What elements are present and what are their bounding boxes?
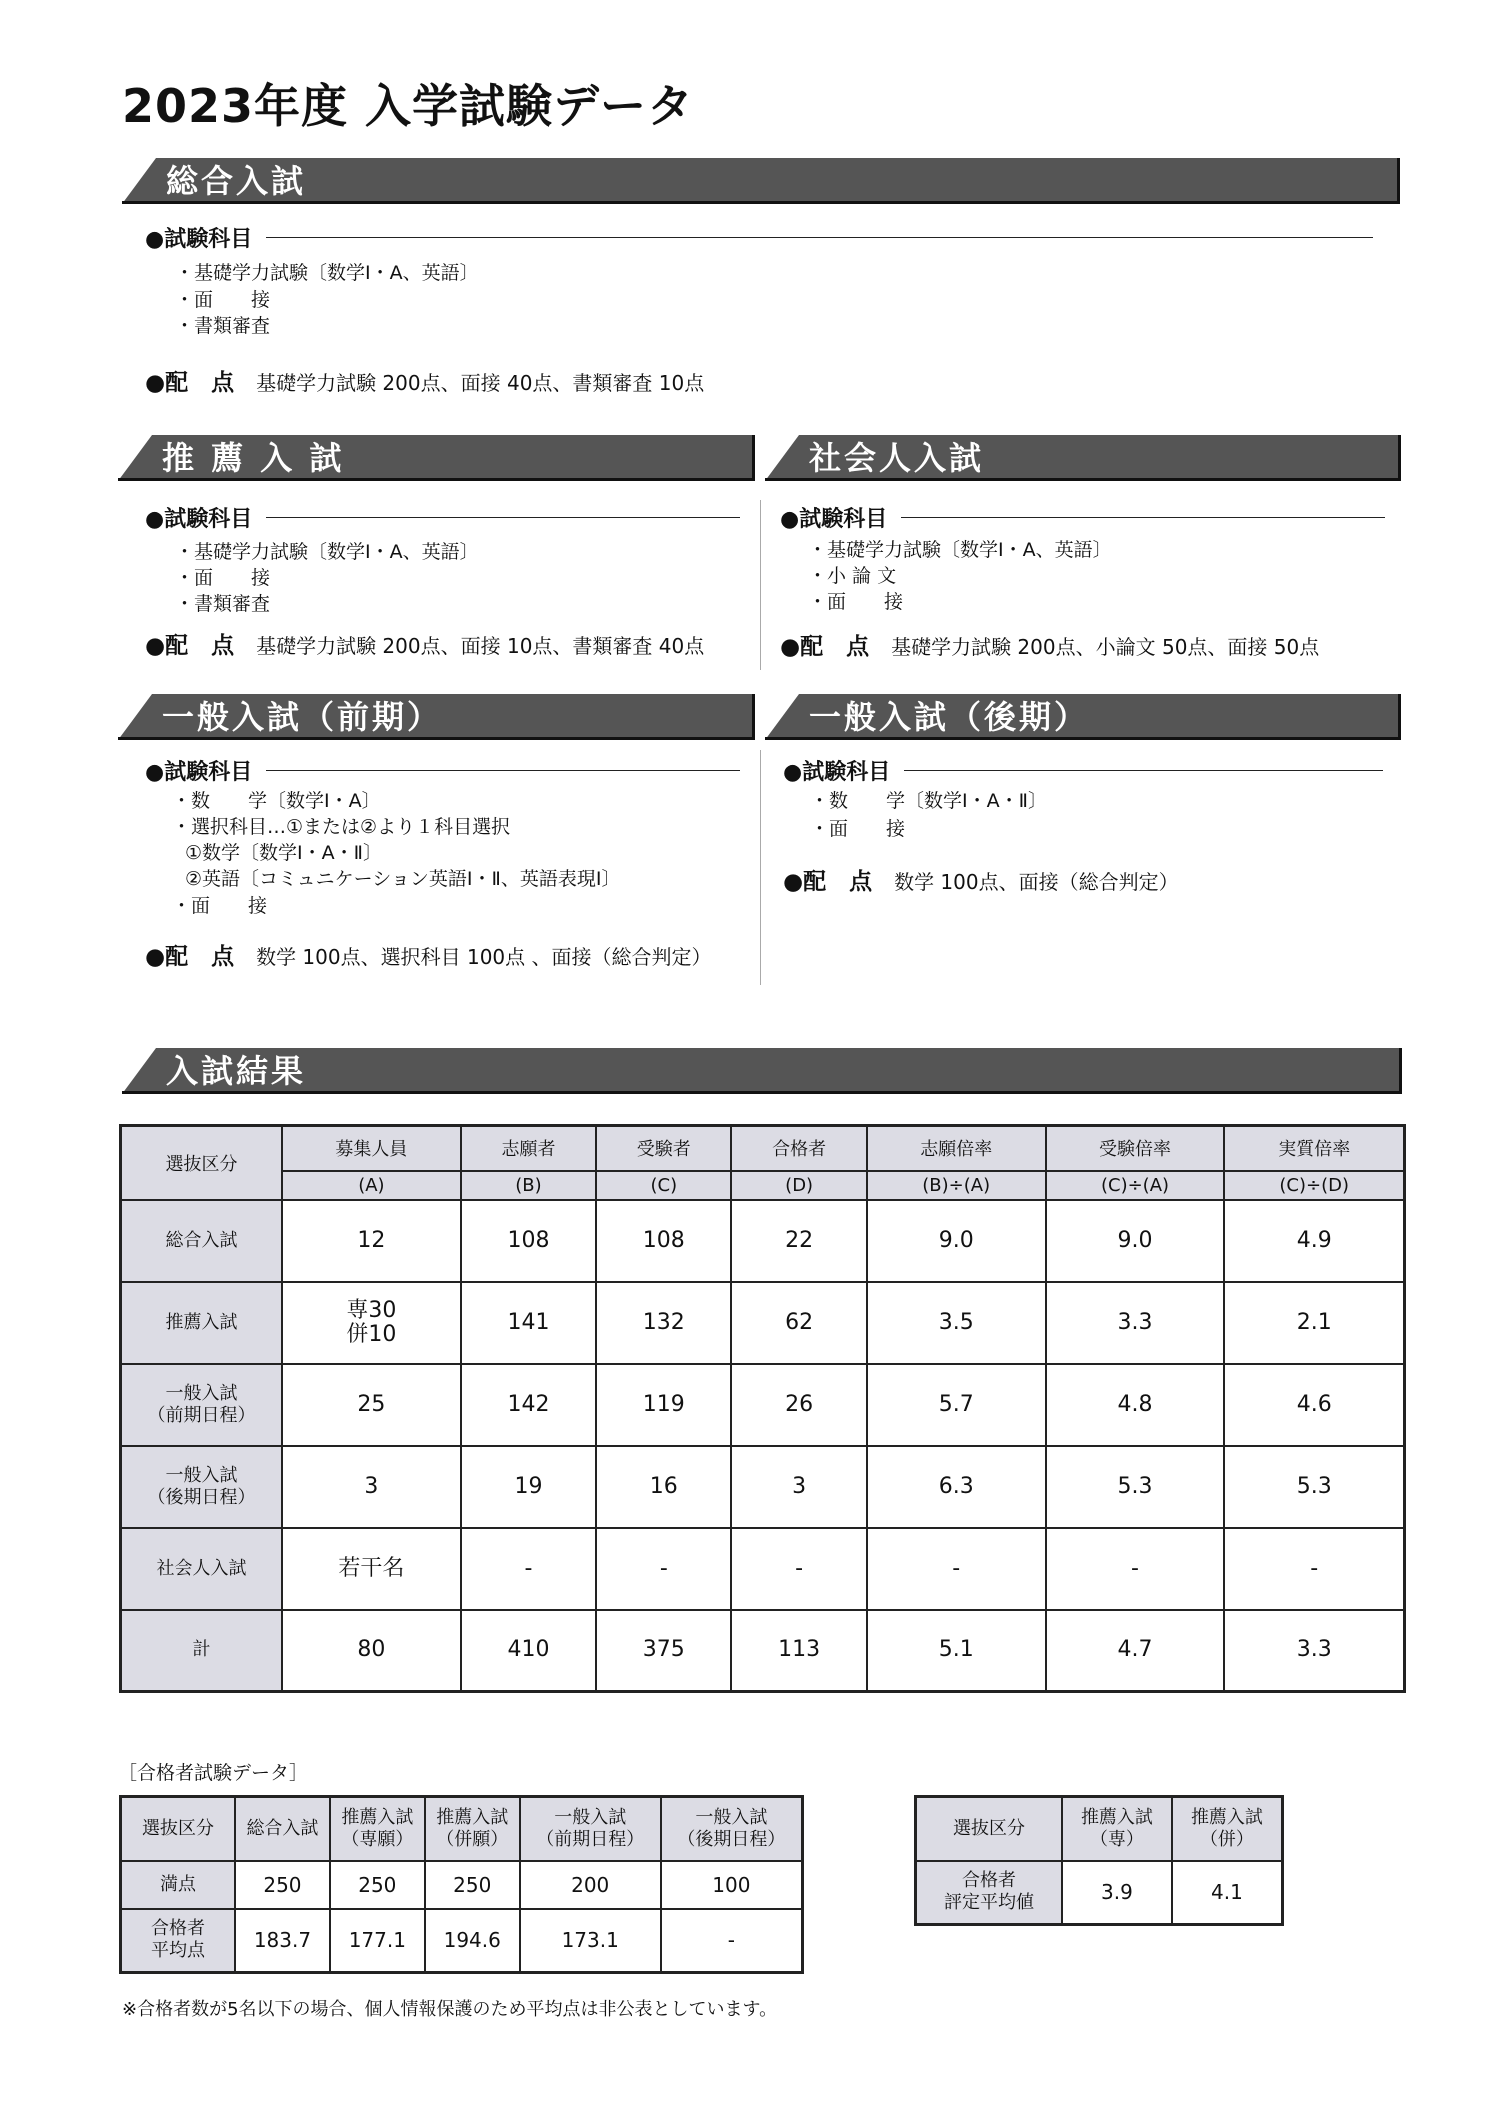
subject-item: ・面 接 [810, 818, 906, 840]
table-cell: 108 [461, 1200, 596, 1282]
table-cell: 3.3 [1046, 1282, 1225, 1364]
subject-item: ②英語〔コミュニケーション英語Ⅰ・Ⅱ、英語表現Ⅰ〕 [185, 868, 621, 890]
table-cell: 80 [282, 1610, 461, 1692]
pass-data-table [119, 1795, 804, 1974]
subject-item: ・書類審査 [175, 593, 271, 615]
score-line: ●配 点 基礎学力試験 200点、小論文 50点、面接 50点 [780, 634, 1320, 660]
table-cell: 5.3 [1046, 1446, 1225, 1528]
table-row [121, 1610, 1405, 1692]
score-line: ●配 点 数学 100点、選択科目 100点 、面接（総合判定） [145, 944, 712, 970]
table-cell: 113 [731, 1610, 866, 1692]
table-row [121, 1364, 1405, 1446]
row-header: 合格者 平均点 [121, 1909, 236, 1973]
section-bar-shakaijin [765, 435, 1401, 481]
column-subheader: (C) [596, 1171, 731, 1200]
column-header: 志願者 [461, 1126, 596, 1171]
row-header: 満点 [121, 1861, 236, 1909]
table-cell: - [731, 1528, 866, 1610]
table-cell: 4.9 [1224, 1200, 1404, 1282]
table-cell: 5.7 [867, 1364, 1046, 1446]
subject-item: ・面 接 [808, 591, 904, 613]
score-line: ●配 点 基礎学力試験 200点、面接 40点、書類審査 10点 [145, 370, 705, 396]
table-cell: 132 [596, 1282, 731, 1364]
section-title: 推 薦 入 試 [162, 439, 345, 477]
table-cell: - [461, 1528, 596, 1610]
table-cell: - [867, 1528, 1046, 1610]
table-row [121, 1200, 1405, 1282]
column-subheader: (B) [461, 1171, 596, 1200]
table-row [121, 1446, 1405, 1528]
table-row [121, 1909, 803, 1973]
section-bar-ippan-kouki [765, 694, 1401, 740]
section-bar-suisen [118, 435, 755, 481]
subject-item: ①数学〔数学Ⅰ・A・Ⅱ〕 [185, 842, 382, 864]
eval-table [914, 1795, 1284, 1926]
section-title: 社会人入試 [809, 439, 985, 477]
row-header: 社会人入試 [121, 1528, 283, 1610]
table-cell: 6.3 [867, 1446, 1046, 1528]
table-cell: 16 [596, 1446, 731, 1528]
column-header: 実質倍率 [1224, 1126, 1404, 1171]
table-cell: 194.6 [425, 1909, 520, 1973]
subject-item: ・面 接 [175, 289, 271, 311]
page-title: 2023年度 入学試験データ [122, 79, 695, 133]
column-subheader: (B)÷(A) [867, 1171, 1046, 1200]
subject-item: ・基礎学力試験〔数学Ⅰ・A、英語〕 [175, 262, 479, 284]
row-header: 一般入試 （前期日程） [121, 1364, 283, 1446]
column-header: 一般入試 （前期日程） [520, 1797, 661, 1861]
table-cell: 2.1 [1224, 1282, 1404, 1364]
score-line: ●配 点 数学 100点、面接（総合判定） [783, 869, 1179, 895]
column-header: 推薦入試 （併願） [425, 1797, 520, 1861]
corner-header: 選抜区分 [121, 1797, 236, 1861]
subjects-heading: ●試験科目 [145, 502, 740, 533]
table-cell: 177.1 [330, 1909, 425, 1973]
column-subheader: (C)÷(A) [1046, 1171, 1225, 1200]
table-row [916, 1861, 1283, 1925]
row-header: 計 [121, 1610, 283, 1692]
column-subheader: (D) [731, 1171, 866, 1200]
table-cell: 3.9 [1062, 1861, 1172, 1925]
column-divider [760, 750, 761, 985]
table-cell: 250 [330, 1861, 425, 1909]
table-cell: - [1046, 1528, 1225, 1610]
row-header: 合格者 評定平均値 [916, 1861, 1063, 1925]
table-cell: 100 [661, 1861, 803, 1909]
section-title: 入試結果 [166, 1052, 307, 1090]
table-cell: 141 [461, 1282, 596, 1364]
section-title: 一般入試（前期） [162, 698, 443, 736]
table-cell: 200 [520, 1861, 661, 1909]
table-cell: 22 [731, 1200, 866, 1282]
table-cell: 9.0 [867, 1200, 1046, 1282]
subjects-heading: ●試験科目 [783, 755, 1383, 786]
table-cell: 119 [596, 1364, 731, 1446]
table-cell: 若干名 [282, 1528, 461, 1610]
table-cell: 4.8 [1046, 1364, 1225, 1446]
table-cell: 4.7 [1046, 1610, 1225, 1692]
column-subheader: (C)÷(D) [1224, 1171, 1404, 1200]
table-cell: - [661, 1909, 803, 1973]
column-header: 合格者 [731, 1126, 866, 1171]
table-cell: 142 [461, 1364, 596, 1446]
table-cell: 3.3 [1224, 1610, 1404, 1692]
section-bar-sogo [122, 158, 1400, 204]
column-divider [760, 500, 761, 670]
table-row [121, 1861, 803, 1909]
table-cell: 5.1 [867, 1610, 1046, 1692]
table-cell: 5.3 [1224, 1446, 1404, 1528]
subjects-heading: ●試験科目 [145, 222, 1373, 253]
table-row [121, 1528, 1405, 1610]
table-cell: 12 [282, 1200, 461, 1282]
section-title: 総合入試 [166, 162, 307, 200]
table-cell: 250 [425, 1861, 520, 1909]
subject-item: ・小 論 文 [808, 565, 897, 587]
corner-header: 選抜区分 [916, 1797, 1063, 1861]
subject-item: ・選択科目…①または②より１科目選択 [172, 816, 511, 838]
table-cell: 25 [282, 1364, 461, 1446]
section-bar-results [122, 1048, 1402, 1094]
column-subheader: (A) [282, 1171, 461, 1200]
table-cell: 19 [461, 1446, 596, 1528]
table-cell: - [596, 1528, 731, 1610]
row-header: 総合入試 [121, 1200, 283, 1282]
section-title: 一般入試（後期） [809, 698, 1090, 736]
subject-item: ・数 学〔数学Ⅰ・A・Ⅱ〕 [810, 790, 1047, 812]
table-cell: 108 [596, 1200, 731, 1282]
column-header: 募集人員 [282, 1126, 461, 1171]
table-cell: 9.0 [1046, 1200, 1225, 1282]
table-cell: 173.1 [520, 1909, 661, 1973]
table-cell: 410 [461, 1610, 596, 1692]
subject-item: ・書類審査 [175, 315, 271, 337]
column-header: 推薦入試 （専） [1062, 1797, 1172, 1861]
table-cell: 4.6 [1224, 1364, 1404, 1446]
column-header: 推薦入試 （専願） [330, 1797, 425, 1861]
column-header: 一般入試 （後期日程） [661, 1797, 803, 1861]
table-cell: 183.7 [235, 1909, 330, 1973]
column-header: 受験倍率 [1046, 1126, 1225, 1171]
table-cell: 250 [235, 1861, 330, 1909]
subject-item: ・基礎学力試験〔数学Ⅰ・A、英語〕 [175, 541, 479, 563]
section-bar-ippan-zenki [118, 694, 755, 740]
row-header: 推薦入試 [121, 1282, 283, 1364]
table-cell: - [1224, 1528, 1404, 1610]
results-table [119, 1124, 1406, 1693]
score-line: ●配 点 基礎学力試験 200点、面接 10点、書類審査 40点 [145, 633, 705, 659]
subject-item: ・数 学〔数学Ⅰ・A〕 [172, 790, 381, 812]
subjects-heading: ●試験科目 [780, 502, 1385, 533]
table-cell: 26 [731, 1364, 866, 1446]
subjects-heading: ●試験科目 [145, 755, 740, 786]
table-cell: 62 [731, 1282, 866, 1364]
corner-header: 選抜区分 [121, 1126, 283, 1200]
table-cell: 3 [282, 1446, 461, 1528]
column-header: 総合入試 [235, 1797, 330, 1861]
table-row [121, 1282, 1405, 1364]
table-cell: 専30 併10 [282, 1282, 461, 1364]
row-header: 一般入試 （後期日程） [121, 1446, 283, 1528]
column-header: 受験者 [596, 1126, 731, 1171]
pass-data-caption: ［合格者試験データ］ [118, 1762, 309, 1784]
table-cell: 4.1 [1172, 1861, 1283, 1925]
subject-item: ・基礎学力試験〔数学Ⅰ・A、英語〕 [808, 539, 1112, 561]
subject-item: ・面 接 [175, 567, 271, 589]
subject-item: ・面 接 [172, 895, 268, 917]
table-cell: 3 [731, 1446, 866, 1528]
footnote: ※合格者数が5名以下の場合、個人情報保護のため平均点は非公表としています。 [122, 1999, 778, 2020]
table-cell: 375 [596, 1610, 731, 1692]
table-cell: 3.5 [867, 1282, 1046, 1364]
column-header: 志願倍率 [867, 1126, 1046, 1171]
column-header: 推薦入試 （併） [1172, 1797, 1283, 1861]
